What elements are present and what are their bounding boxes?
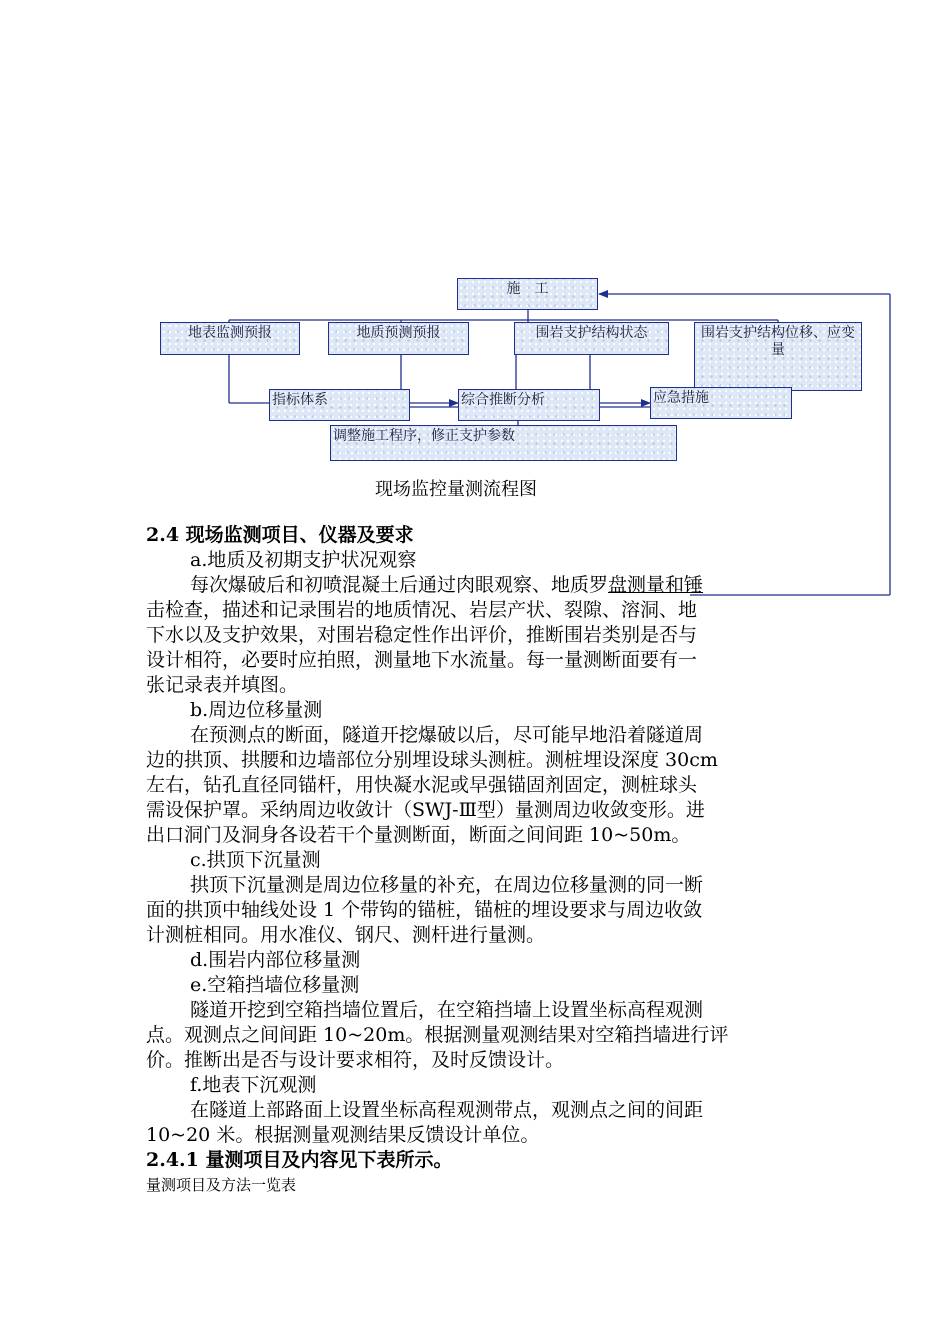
paragraph-line: 需设保护罩。采纳周边收敛计（SWJ-Ⅲ型）量测周边收敛变形。进 bbox=[146, 799, 705, 821]
paragraph-line: 隧道开挖到空箱挡墙位置后，在空箱挡墙上设置坐标高程观测 bbox=[190, 999, 704, 1021]
node-surface-monitoring-label: 地表监测预报 bbox=[188, 325, 272, 341]
paragraph-line: 10~20 米。根据测量观测结果反馈设计单位。 bbox=[146, 1124, 540, 1146]
paragraph-line: 设计相符，必要时应拍照，测量地下水流量。每一量测断面要有一 bbox=[146, 649, 698, 671]
node-adjust bbox=[330, 425, 677, 461]
paragraph-line: 价。推断出是否与设计要求相符，及时反馈设计。 bbox=[146, 1049, 565, 1071]
section-heading-2-4-1: 2.4.1 量测项目及内容见下表所示。 bbox=[146, 1149, 453, 1171]
paragraph-line: 击检查，描述和记录围岩的地质情况、岩层产状、裂隙、溶洞、地 bbox=[146, 599, 698, 621]
node-adjust-label: 调整施工程序，修正支护参数 bbox=[333, 428, 515, 444]
node-support-state-label: 围岩支护结构状态 bbox=[535, 325, 648, 341]
paragraph-line: 边的拱顶、拱腰和边墙部位分别埋设球头测桩。测桩埋设深度 30cm bbox=[146, 749, 718, 771]
paragraph-line: 出口洞门及洞身各设若干个量测断面，断面之间间距 10~50m。 bbox=[146, 824, 691, 846]
node-emergency bbox=[650, 387, 792, 419]
paragraph-line: 张记录表并填图。 bbox=[146, 674, 299, 696]
node-displacement-label: 围岩支护结构位移、应变量 bbox=[701, 325, 855, 358]
node-geology-forecast-label: 地质预测预报 bbox=[356, 325, 441, 341]
paragraph-line: 下水以及支护效果，对围岩稳定性作出评价，推断围岩类别是否与 bbox=[146, 624, 698, 646]
subsection-c-title: c.拱顶下沉量测 bbox=[190, 849, 321, 871]
node-analysis-label: 综合推断分析 bbox=[461, 392, 545, 408]
node-construction bbox=[457, 278, 598, 310]
node-analysis bbox=[458, 389, 600, 421]
paragraph-line: 左右，钻孔直径同锚杆，用快凝水泥或早强锚固剂固定，测桩球头 bbox=[146, 774, 698, 796]
node-support-state bbox=[514, 322, 669, 355]
node-surface-monitoring bbox=[160, 322, 300, 355]
flowchart-caption: 现场监控量测流程图 bbox=[375, 479, 537, 500]
node-emergency-label: 应急措施 bbox=[653, 390, 709, 406]
paragraph-line: 拱顶下沉量测是周边位移量的补充，在周边位移量测的同一断 bbox=[190, 874, 704, 896]
paragraph-line: 面的拱顶中轴线处设 1 个带钩的锚桩，锚桩的埋设要求与周边收敛 bbox=[146, 899, 703, 921]
node-index-system-label: 指标体系 bbox=[272, 392, 328, 408]
underlined-segment: 盘测量和锤 bbox=[608, 574, 704, 596]
paragraph-line: 在隧道上部路面上设置坐标高程观测带点，观测点之间的间距 bbox=[190, 1099, 704, 1121]
node-geology-forecast bbox=[328, 322, 469, 355]
node-construction-label: 施 工 bbox=[506, 281, 549, 297]
node-displacement bbox=[694, 322, 862, 391]
subsection-e-title: e.空箱挡墙位移量测 bbox=[190, 974, 360, 996]
paragraph-line: 点。观测点之间间距 10~20m。根据测量观测结果对空箱挡墙进行评 bbox=[146, 1024, 729, 1046]
paragraph-line: 计测桩相同。用水准仪、钢尺、测杆进行量测。 bbox=[146, 924, 546, 946]
subsection-f-title: f.地表下沉观测 bbox=[190, 1074, 317, 1096]
subsection-a-title: a.地质及初期支护状况观察 bbox=[190, 549, 417, 571]
paragraph-line bbox=[146, 573, 860, 598]
section-heading-2-4: 2.4 现场监测项目、仪器及要求 bbox=[146, 524, 414, 546]
subsection-d-title: d.围岩内部位移量测 bbox=[190, 949, 361, 971]
paragraph-segment: 每次爆破后和初喷混凝土后通过肉眼观察、地质罗 bbox=[190, 574, 609, 596]
table-caption: 量测项目及方法一览表 bbox=[146, 1176, 297, 1194]
node-index-system bbox=[269, 389, 410, 421]
paragraph-line: 在预测点的断面，隧道开挖爆破以后，尽可能早地沿着隧道周 bbox=[190, 724, 704, 746]
subsection-b-title: b.周边位移量测 bbox=[190, 699, 323, 721]
